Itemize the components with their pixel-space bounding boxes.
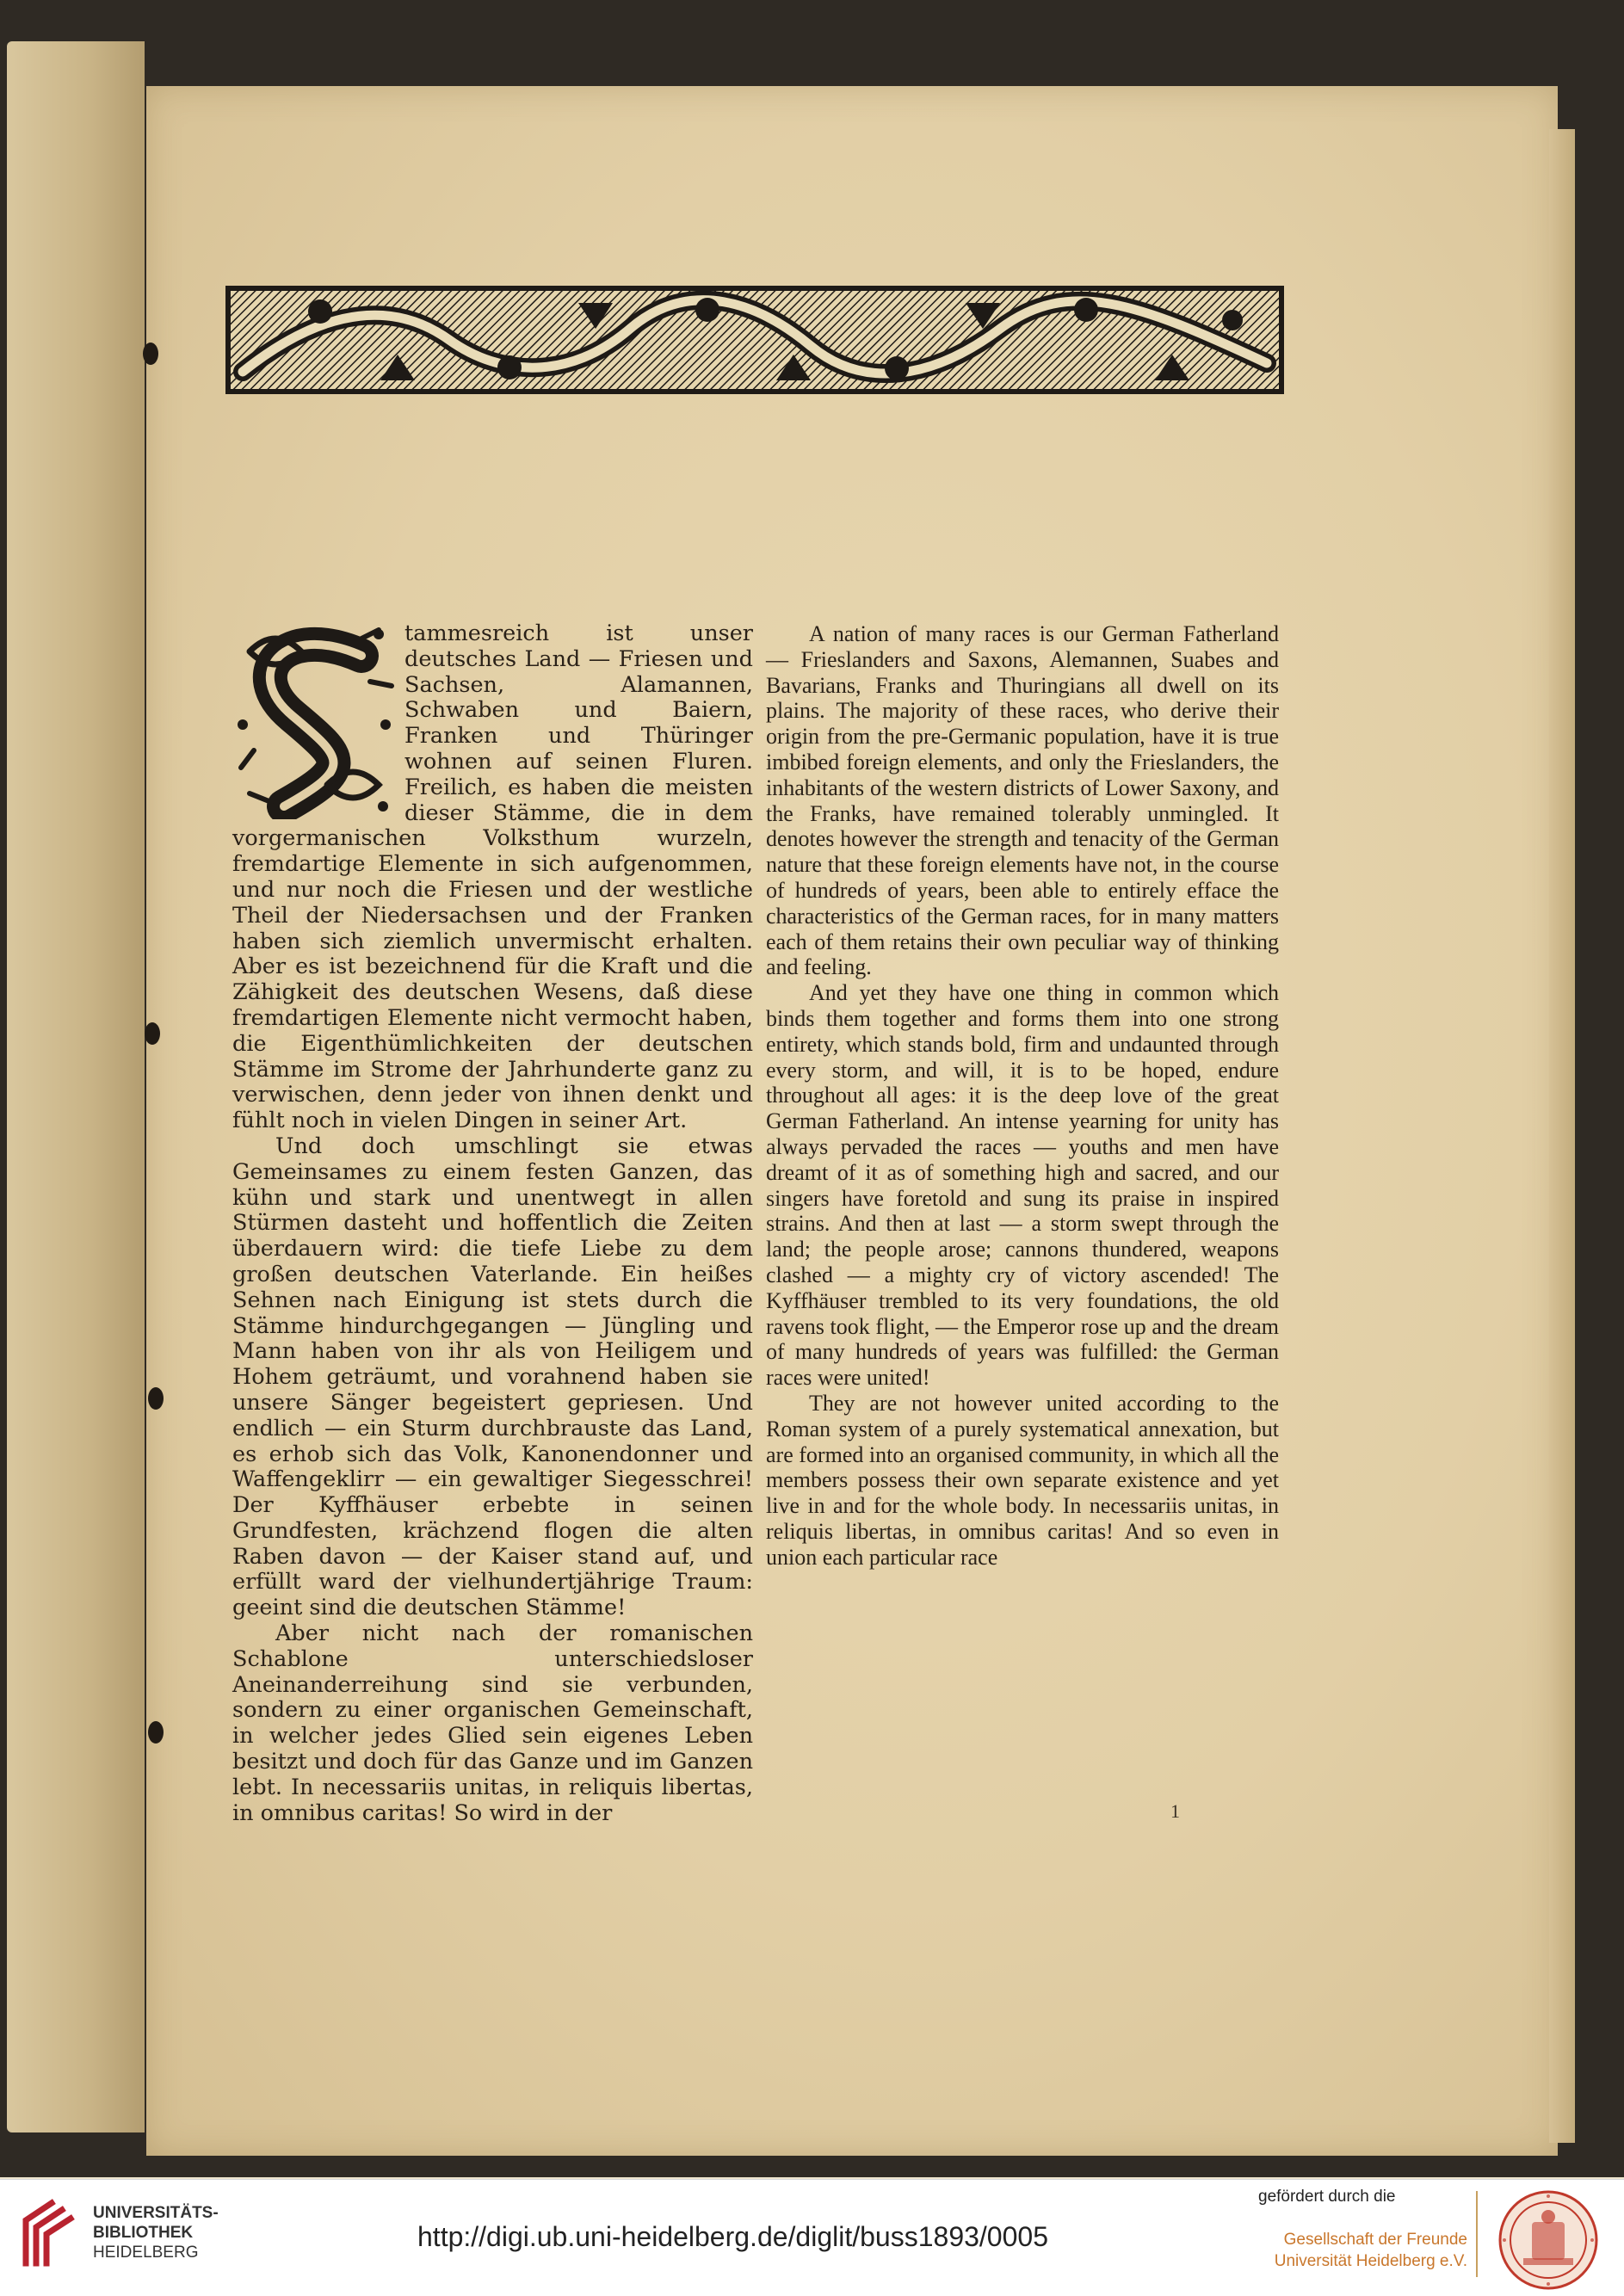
permalink-url[interactable]: http://digi.ub.uni-heidelberg.de/diglit/buss1893/0005 xyxy=(417,2221,1048,2252)
library-name-line-3: HEIDELBERG xyxy=(93,2244,199,2262)
english-paragraph-1: A nation of many races is our German Fatherland — Frieslanders and Saxons, Alemannen, Suabes and Bavarians, Franks and Thuringians all dwell on its plains. The majority of these races, who derive their origin from the pre-Germanic population, have it is true imbibed foreign elements, and only the Frieslanders, the inhabitants of the western districts of Lower Saxony, and the Franks, have remained tolerably unmingled. It denotes however the strength and tenacity of the German nature that these foreign elements have not, in the course of hundreds of years, been able to entirely efface the characteristics of the German races, for in many matters each of them retains their own peculiar way of thinking and feeling. xyxy=(766,621,1279,980)
ornamental-header-band xyxy=(225,286,1284,394)
binding-hole xyxy=(148,1387,164,1410)
english-paragraph-3: They are not however united according to the Roman system of a purely systematical annexation, but are formed into an organised community, in which all the members possess their own separate existence and yet live in and for the whole body. In necessariis unitas, in reliquis libertas, in omnibus caritas! And so even in union each particular race xyxy=(766,1390,1279,1570)
sponsor-name-line-1: Gesellschaft der Freunde xyxy=(1283,2231,1467,2249)
sponsor-name xyxy=(1265,2229,1467,2272)
english-paragraph-2: And yet they have one thing in common which binds them together and forms them into one strong entirety, which stands bold, firm and undaunted through every storm, and will, it is to be hoped, endure throughout all ages: it is the deep love of the great German Fatherland. An intense yearning for unity has always pervaded the races — youths and men have dreamt of it as of something high and sacred, and our singers have foretold and sung its praise in inspired strains. And then at last — a storm swept through the land; the people arose; cannons thundered, weapons clashed — a mighty cry of victory ascended! The Kyffhäuser trembled to its very foundations, the old ravens took flight, — the Emperor rose up and the dream of many hundreds of years was fulfilled: the German races were united! xyxy=(766,980,1279,1391)
library-name xyxy=(93,2203,219,2262)
binding-hole xyxy=(143,343,158,365)
sponsor-name-line-2: Universität Heidelberg e.V. xyxy=(1274,2252,1467,2270)
german-paragraph-1: tammesreich ist unser deutsches Land — Friesen und Sachsen, Alamannen, Schwaben und Baiern, Franken und Thüringer wohnen auf seinen Fluren. Freilich, es haben die meisten dieser Stämme, die in dem vorgermanischen Volksthum wurzeln, fremdartige Elemente in sich aufgenommen, und nur noch die Friesen und der westliche Theil der Niedersachsen und der Franken haben sich ziemlich unvermischt erhalten. Aber es ist bezeichnend für die Kraft und die Zähigkeit des deutschen Wesens, daß diese fremdartigen Elemente nicht vermocht haben, die Eigenthümlichkeiten der deutschen Stämme im Strome der Jahrhunderte ganz zu verwischen, denn jeder von ihnen denkt und fühlt noch in vielen Dingen in seiner Art. xyxy=(232,620,753,1134)
university-seal-icon xyxy=(1497,2189,1599,2291)
right-page-edge xyxy=(1549,129,1575,2143)
english-column xyxy=(766,621,1279,1799)
library-name-line-1: UNIVERSITÄTS- xyxy=(93,2204,219,2222)
binding-hole xyxy=(145,1022,160,1045)
german-column xyxy=(232,620,753,1826)
sponsor-divider xyxy=(1476,2191,1478,2277)
left-page-edge xyxy=(7,41,145,2132)
german-paragraph-2: Und doch umschlingt sie etwas Gemeinsames zu einem festen Ganzen, das kühn und stark und unentwegt in allen Stürmen dasteht und hoffentlich die Zeiten überdauern wird: die tiefe Liebe zu dem großen deutschen Vaterlande. Ein heißes Sehnen nach Einigung ist stets durch die Stämme hindurchgegangen — Jüngling und Mann haben von ihr als von Heiligem und Hohem geträumt, und vorahnend haben sie unsere Sänger begeistert gepriesen. Und endlich — ein Sturm durchbrauste das Land, es erhob sich das Volk, Kanonendonner und Waffengeklirr — ein gewaltiger Siegesschrei! Der Kyffhäuser erbebte in seinen Grundfesten, krächzend flogen die alten Raben davon — der Kaiser stand auf, und erfüllt ward der vielhundertjährige Traum: geeint sind die deutschen Stämme! xyxy=(232,1133,753,1621)
sponsor-label: gefördert durch die xyxy=(1258,2188,1396,2206)
binding-hole xyxy=(148,1721,164,1744)
library-logo-icon xyxy=(17,2194,79,2272)
decorative-initial-s xyxy=(232,621,396,819)
page-number: 1 xyxy=(1170,1800,1180,1822)
german-paragraph-3: Aber nicht nach der romanischen Schablone unterschiedsloser Aneinanderreihung sind sie verbunden, sondern zu einer organischen Gemeinschaft, in welcher jedes Glied sein eigenes Leben besitzt und doch für das Ganze und im Ganzen lebt. In necessariis unitas, in reliquis libertas, in omnibus caritas! So wird in der xyxy=(232,1620,753,1826)
library-name-line-2: BIBLIOTHEK xyxy=(93,2224,194,2242)
